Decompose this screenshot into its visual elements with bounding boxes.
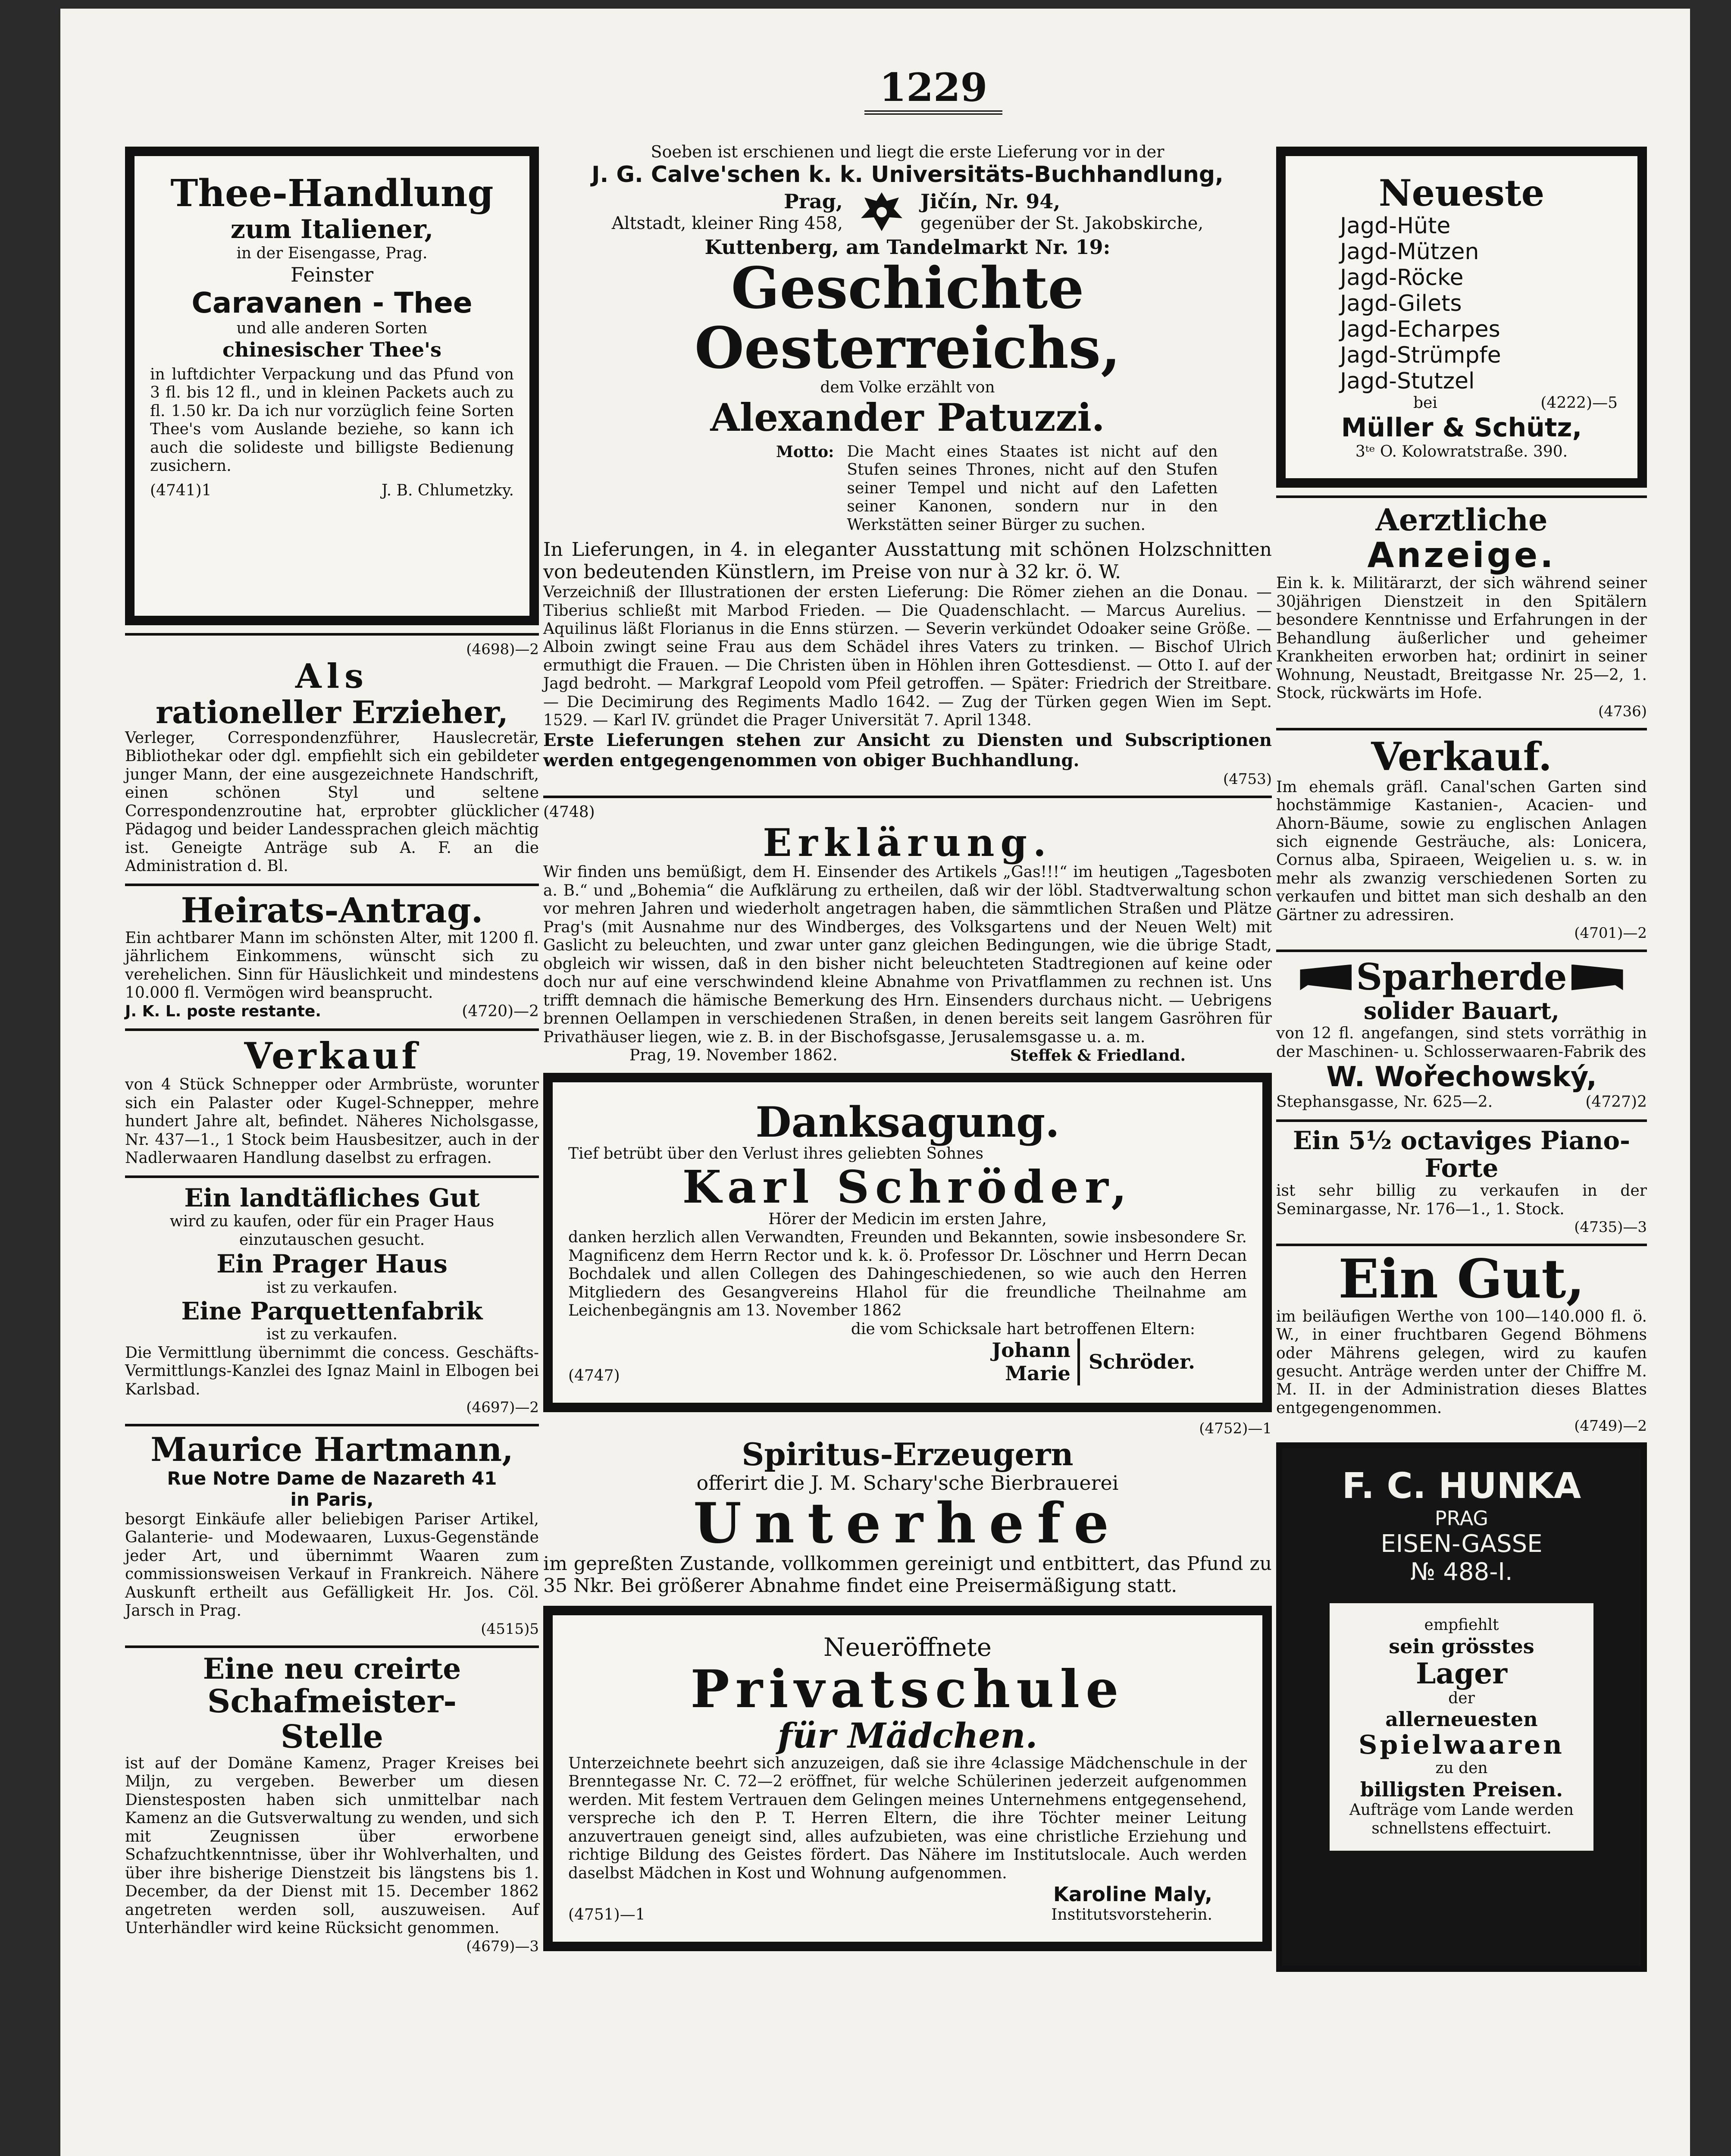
ad-jagd xyxy=(1276,147,1647,488)
divider xyxy=(1276,495,1647,498)
ad-body: Unterzeichnete beehrt sich anzuzeigen, daß sie ihre 4classige Mädchenschule in der Brenntegasse Nr. C. 72—2 eröffnet, für welche Schülerinen jederzeit aufgenommen werden. Mit festem Vertrauen dem Gelingen meines Unternehmens entgegensehend, verspreche ich den P. T. Herren Eltern, die ihre Töchter meiner Leitung anzuvertrauen geneigt sind, alles aufzubieten, was eine christliche Erziehung und richtige Bildung des Geistes fördert. Das Nähere im Institutslocale. Auch werden daselbst Mädchen in Kost und Wohnung aufgenommen. xyxy=(568,1754,1247,1882)
ad-signature: Karoline Maly, xyxy=(1053,1883,1212,1906)
ad-code: (4749)—2 xyxy=(1574,1417,1647,1435)
ad-line: solider Bauart, xyxy=(1364,997,1559,1025)
ad-line: die vom Schicksale hart betroffenen Eltern: xyxy=(851,1320,1195,1338)
ad-code: (4751)—1 xyxy=(568,1906,645,1924)
ad-name: Karl Schröder, xyxy=(682,1160,1133,1213)
ad-code: (4698)—2 xyxy=(466,641,539,658)
ad-code: (4748) xyxy=(543,803,595,821)
ad-title: Erklärung. xyxy=(763,820,1052,865)
divider xyxy=(125,1028,539,1031)
divider xyxy=(1276,950,1647,952)
hunka-panel xyxy=(1330,1603,1593,1851)
ad-signature: Institutsvorsteherin. xyxy=(1051,1906,1212,1924)
divider xyxy=(125,1175,539,1178)
divider xyxy=(543,796,1272,798)
ad-parent: Marie xyxy=(1005,1362,1071,1385)
middle-column xyxy=(543,142,1272,1959)
ad-landtaefliches-gut xyxy=(125,1183,539,1416)
ad-code: (4720)—2 xyxy=(462,1002,539,1020)
divider xyxy=(1276,1244,1647,1246)
ad-line: Altstadt, kleiner Ring 458, xyxy=(611,213,843,233)
ad-title: Geschichte Oesterreichs, xyxy=(694,255,1121,382)
ad-body: ist zu verkaufen. xyxy=(266,1326,398,1344)
ad-place: Prag, 19. November 1862. xyxy=(629,1047,838,1065)
ad-line: zum Italiener, xyxy=(230,214,434,244)
ad-title: Verkauf. xyxy=(1371,733,1552,780)
ad-code: (4736) xyxy=(1598,702,1647,720)
jagd-item: Jagd-Strümpfe xyxy=(1340,342,1501,369)
ad-line: zu den xyxy=(1435,1759,1488,1777)
ad-sparherde xyxy=(1276,957,1647,1112)
ad-code: (4679)—3 xyxy=(466,1937,539,1955)
ad-motto-label: Motto: xyxy=(776,442,834,461)
ad-title: Danksagung. xyxy=(755,1097,1060,1147)
ad-title: Spiritus-Erzeugern xyxy=(742,1435,1074,1473)
ad-title: Eine neu creirte xyxy=(203,1651,461,1686)
ad-line: Jičín, Nr. 94, xyxy=(920,190,1061,213)
ad-line: sein grösstes xyxy=(1389,1634,1534,1658)
ad-erzieher xyxy=(125,641,539,876)
ad-body: danken herzlich allen Verwandten, Freunden und Bekannten, sowie insbesondere Sr. Magnificenz dem Herrn Rector und k. k. ö. Professor Dr. Löschner und Herrn Decan Bochdalek und allen Collegen des Dahingeschiedenen, so wie auch den Herren Mitgliedern des Gesangvereins Hlahol für die freundliche Theilnahme am Leichenbegängnis am 13. November 1862 xyxy=(568,1228,1247,1320)
ad-title: rationeller Erzieher, xyxy=(156,693,508,730)
ad-code: (4727)2 xyxy=(1585,1093,1647,1111)
ad-line: billigsten Preisen. xyxy=(1360,1777,1563,1801)
ad-body: Wir finden uns bemüßigt, dem H. Einsender des Artikels „Gas!!!“ im heutigen „Tagesboten a. B.“ und „Bohemia“ die Aufklärung zu ertheilen, daß wir der löbl. Stadtverwaltung schon vor mehren Jahren und wiederholt angetragen haben, die sämmtlichen Straßen und Plätze Prag's (mit Ausnahme nur des Windberges, des Volksgartens und der Neuen Welt) mit Gaslicht zu beleuchten, und zwar unter ganz gleichen Bedingungen, wie die übrige Stadt, obgleich wir wissen, daß in den bisher nicht beleuchteten Stadtregionen auf keine oder doch nur auf eine verschwindend kleine Abnahme von Privatflammen zu rechnen ist. Uns trifft demnach die hämische Bemerkung des Hrn. Einsenders durchaus nicht. — Uebrigens brennen Oellampen in verschiedenen Straßen, in denen bereits seit langem Gasröhren für Privathäuser liegen, wie z. B. in der Bischofsgasse, Jerusalemsgasse u. a. m. xyxy=(543,863,1272,1046)
ad-title: Sparherde xyxy=(1356,956,1567,999)
banner-left-icon xyxy=(1300,965,1352,990)
ad-title: Schafmeister- xyxy=(207,1683,457,1720)
ad-title: Heirats-Antrag. xyxy=(181,890,483,931)
ad-code: (4741)1 xyxy=(150,481,212,499)
ad-line: gegenüber der St. Jakobskirche, xyxy=(920,213,1204,233)
ad-addr: Stephansgasse, Nr. 625—2. xyxy=(1276,1093,1493,1111)
ad-line: Feinster xyxy=(290,263,374,286)
ad-body: In Lieferungen, in 4. in eleganter Ausstattung mit schönen Holzschnitten von bedeutenden Künstlern, im Preise von nur à 32 kr. ö. W. xyxy=(543,539,1272,583)
ad-firm: W. Wořechowský, xyxy=(1326,1061,1597,1094)
divider xyxy=(1276,1119,1647,1122)
ad-privatschule xyxy=(543,1606,1272,1951)
ad-line: in der Eisengasse, Prag. xyxy=(236,244,428,263)
ad-line: bei xyxy=(1413,394,1437,412)
ad-title: Als xyxy=(295,657,369,696)
ad-code: (4753) xyxy=(1223,771,1272,788)
ad-spiritus xyxy=(543,1420,1272,1598)
jagd-item: Jagd-Echarpes xyxy=(1340,317,1500,343)
eagle-crest-icon xyxy=(856,188,908,235)
divider xyxy=(125,884,539,886)
ad-line: Hörer der Medicin im ersten Jahre, xyxy=(768,1210,1047,1228)
ad-thee-handlung xyxy=(125,147,539,625)
ad-line: der xyxy=(1448,1689,1475,1707)
ad-firm: F. C. HUNKA xyxy=(1342,1466,1581,1507)
ad-motto: Die Macht eines Staates ist nicht auf den Stufen seines Thrones, nicht auf den Stufen seiner Tempel und nicht auf den Lafetten seiner Kanonen, sondern nur in den Werkstätten seiner Bürger zu suchen. xyxy=(847,442,1218,534)
banner-right-icon xyxy=(1571,965,1623,990)
ad-line: Prag, xyxy=(784,190,843,213)
ad-title: Ein landtäfliches Gut xyxy=(184,1183,480,1213)
ad-code: (4697)—2 xyxy=(466,1399,539,1416)
ad-title: Privatschule xyxy=(690,1658,1125,1720)
ad-line: № 488-I. xyxy=(1410,1558,1513,1586)
ad-title: Maurice Hartmann, xyxy=(150,1430,513,1469)
ad-body: von 12 fl. angefangen, sind stets vorräthig in der Maschinen- u. Schlosserwaaren-Fabrik des xyxy=(1276,1025,1647,1061)
jagd-item: Jagd-Hüte xyxy=(1340,213,1451,239)
ad-footer: Erste Lieferungen stehen zur Ansicht zu Diensten und Subscriptionen werden entgegengenommen von obiger Buchhandlung. xyxy=(543,730,1272,771)
ad-line: Soeben ist erschienen und liegt die erste Lieferung vor in der xyxy=(651,142,1164,161)
ad-verkauf-baeume xyxy=(1276,733,1647,942)
ad-body: Verleger, Correspondenzführer, Hauslecretär, Bibliothekar oder dgl. empfiehlt sich ein gebildeter junger Mann, der eine ausgezeichnete Handschrift, einen schönen Styl und seltene Correspondenzroutine hat, erprobter glücklicher Pädagog und beider Landessprachen gleich mächtig ist. Geneigte Anträge sub A. F. an die Administration d. Bl. xyxy=(125,729,539,875)
divider xyxy=(125,633,539,636)
ad-body: Ein k. k. Militärarzt, der sich während seiner 30jährigen Dienstzeit in den Spitälern besondere Kenntnisse und Erfahrungen in der Behandlung äußerlicher und geheimer Krankheiten erworben hat; ordinirt in seiner Wohnung, Neustadt, Breitgasse Nr. 25—2, 1. Stock, rückwärts im Hofe. xyxy=(1276,574,1647,702)
ad-title: Ein Gut, xyxy=(1338,1248,1585,1311)
ad-body: ist zu verkaufen. xyxy=(266,1279,398,1297)
ad-parent: Johann xyxy=(992,1338,1071,1362)
ad-code: (4701)—2 xyxy=(1574,924,1647,942)
page-number: 1229 xyxy=(864,65,1002,115)
ad-line: dem Volke erzählt von xyxy=(820,378,995,396)
ad-title: Verkauf xyxy=(244,1034,420,1078)
ad-body: Die Vermittlung übernimmt die concess. Geschäfts-Vermittlungs-Kanzlei des Ignaz Mainl in Elbogen bei Karlsbad. xyxy=(125,1344,539,1398)
jagd-item: Jagd-Mützen xyxy=(1340,239,1479,265)
ad-body: in luftdichter Verpackung und das Pfund von 3 fl. bis 12 fl., und in kleinen Packets auch zu fl. 1.50 kr. Da ich nur vorzüglich feine Sorten Thee's vom Auslande beziehe, so kann ich auch die solideste und billigste Bedienung zusichern. xyxy=(150,365,514,475)
ad-title: Stelle xyxy=(280,1718,383,1755)
ad-line: Aufträge vom Lande werden schnellstens effectuirt. xyxy=(1349,1801,1574,1837)
ad-heirats-antrag xyxy=(125,891,539,1021)
ad-code: (4515)5 xyxy=(481,1620,539,1638)
ad-title: Anzeige. xyxy=(1367,535,1556,576)
ad-verkauf-armbrueste xyxy=(125,1036,539,1168)
ad-title: Unterhefe xyxy=(693,1491,1122,1556)
ad-title: Eine Parquettenfabrik xyxy=(181,1297,483,1326)
right-column xyxy=(1276,147,1647,1972)
ad-body: besorgt Einkäufe aller beliebigen Pariser Artikel, Galanterie- und Modewaaren, Luxus-Gegenstände jeder Art, und übernimmt Waaren zum commissionsweisen Verkauf in Frankreich. Nähere Auskunft ertheilt aus Gefälligkeit Hr. Jos. Cöl. Jarsch in Prag. xyxy=(125,1510,539,1620)
ad-author: Alexander Patuzzi. xyxy=(710,395,1105,440)
ad-line: Kuttenberg, am Tandelmarkt Nr. 19: xyxy=(704,235,1111,259)
left-column xyxy=(125,147,539,1963)
divider xyxy=(125,1645,539,1648)
ad-geschichte-oesterreichs xyxy=(543,142,1272,788)
ad-line: in Paris, xyxy=(290,1489,374,1510)
ad-signature: J. K. L. poste restante. xyxy=(125,1002,321,1020)
ad-code: (4752)—1 xyxy=(1199,1420,1272,1437)
ad-line: Rue Notre Dame de Nazareth 41 xyxy=(167,1467,497,1489)
ad-line: und alle anderen Sorten xyxy=(236,320,428,338)
jagd-item: Jagd-Stutzel xyxy=(1340,368,1475,395)
ad-body: Verzeichniß der Illustrationen der ersten Lieferung: Die Römer ziehen an die Donau. — Tiberius schließt mit Marbod Frieden. — Die Quadenschlacht. — Marcus Aurelius. — Aquilinus läßt Florianus in die Enns stürzen. — Severin verkündet Odoaker seine Größe. — Alboin zwingt seine Frau aus dem Schädel ihres Vaters zu trinken. — Bischof Ulrich ermuthigt die Frauen. — Die Christen üben in Höhlen ihren Gottesdienst. — Otto I. auf der Jagd bedroht. — Markgraf Leopold vom Pfeil getroffen. — Später: Friedrich der Streitbare. — Die Decimirung des Regiments Madlo 1642. — Zug der Türken gegen Wien im Sept. 1529. — Karl IV. gründet die Prager Universität 7. April 1348. xyxy=(543,583,1272,730)
ad-code: (4747) xyxy=(568,1367,620,1385)
ad-danksagung xyxy=(543,1073,1272,1412)
ad-title: Neueste xyxy=(1378,172,1545,214)
ad-firm: Müller & Schütz, xyxy=(1341,412,1582,443)
ad-title: für Mädchen. xyxy=(777,1715,1038,1756)
ad-signature: J. B. Chlumetzky. xyxy=(382,481,514,499)
ad-body: ist sehr billig zu verkaufen in der Seminargasse, Nr. 176—1., 1. Stock. xyxy=(1276,1182,1647,1218)
ad-ein-gut xyxy=(1276,1248,1647,1435)
ad-title: Ein Prager Haus xyxy=(216,1249,448,1279)
ad-title: Forte xyxy=(1424,1153,1499,1183)
ad-title: Aerztliche xyxy=(1375,502,1548,538)
ad-hunka xyxy=(1276,1442,1647,1972)
jagd-item: Jagd-Röcke xyxy=(1340,265,1464,291)
ad-line: Lager xyxy=(1415,1657,1508,1691)
ad-line: Tief betrübt über den Verlust ihres geliebten Sohnes xyxy=(568,1145,983,1163)
ad-title: Ein 5½ octaviges Piano- xyxy=(1293,1125,1631,1155)
ad-line: EISEN-GASSE xyxy=(1380,1530,1543,1558)
ad-code: (4222)—5 xyxy=(1540,394,1618,412)
ad-line: Spielwaaren xyxy=(1359,1730,1565,1761)
divider xyxy=(125,1424,539,1426)
ad-title: Thee-Handlung xyxy=(170,172,494,215)
ad-line: chinesischer Thee's xyxy=(222,338,442,361)
newspaper-page xyxy=(60,9,1690,2156)
ad-body: ist auf der Domäne Kamenz, Prager Kreises bei Miljn, zu vergeben. Bewerber um diesen Dienstesposten haben sich unmittelbar nach Kamenz an die Gutsverwaltung zu wenden, und sich mit Zeugnissen über erworbene Schafzuchtkenntnisse, über ihr Wohlverhalten, und über ihre bisherige Dienstzeit bis längstens bis 1. December, da der Dienst mit 15. December 1862 angetreten werden soll, auszuweisen. Auf Unterhändler wird keine Rücksicht genommen. xyxy=(125,1754,539,1937)
ad-body: von 4 Stück Schnepper oder Armbrüste, worunter sich ein Palaster oder Kugel-Schnepper, mehre hundert Jahre alt, befindet. Näheres Nicholsgasse, Nr. 437—1., 1 Stock beim Hausbesitzer, auch in der Nadlerwaaren Handlung daselbst zu erfragen. xyxy=(125,1076,539,1167)
ad-line: J. G. Calve'schen k. k. Universitäts-Buchhandlung, xyxy=(592,161,1224,188)
ad-body: im beiläufigen Werthe von 100—140.000 fl. ö. W., in einer fruchtbaren Gegend Böhmens oder Mährens gelegen, wird zu kaufen gesucht. Anträge werden unter der Chiffre M. M. II. in der Administration dieses Blattes entgegengenommen. xyxy=(1276,1307,1647,1417)
divider xyxy=(1276,728,1647,730)
ad-line: Neueröffnete xyxy=(823,1633,992,1662)
ad-line: offerirt die J. M. Schary'sche Bierbrauerei xyxy=(696,1471,1119,1495)
ad-code: (4735)—3 xyxy=(1574,1219,1647,1236)
ad-maurice-hartmann xyxy=(125,1432,539,1638)
ad-aerztliche-anzeige xyxy=(1276,503,1647,720)
ad-line: allerneuesten xyxy=(1385,1708,1538,1731)
ad-line: empfiehlt xyxy=(1424,1616,1499,1634)
ad-body: Im ehemals gräfl. Canal'schen Garten sind hochstämmige Kastanien-, Acacien- und Ahorn-Bäume, sowie zu englischen Anlagen sich eignende Gesträuche, als: Lonicera, Cornus alba, Spiraeen, Weigelien u. s. w. in mehr als zwanzig verschiedenen Sorten zu verkaufen und bittet man sich deshalb an den Gärtner zu adressiren. xyxy=(1276,778,1647,924)
ad-body: wird zu kaufen, oder für ein Prager Haus einzutauschen gesucht. xyxy=(169,1213,495,1249)
ad-family: Schröder. xyxy=(1088,1350,1195,1374)
ad-erklaerung xyxy=(543,803,1272,1065)
ad-addr: 3ᵗᵉ O. Kolowratstraße. 390. xyxy=(1355,442,1568,461)
ad-signature: Steffek & Friedland. xyxy=(1010,1047,1186,1065)
ad-body: Ein achtbarer Mann im schönsten Alter, mit 1200 fl. jährlichem Einkommens, wünscht sich zu verehelichen. Sinn für Häuslichkeit und mindestens 10.000 fl. Vermögen wird beansprucht. xyxy=(125,929,539,1002)
ad-line: PRAG xyxy=(1434,1507,1489,1530)
jagd-list xyxy=(1301,213,1622,394)
jagd-item: Jagd-Gilets xyxy=(1340,291,1462,317)
ad-piano xyxy=(1276,1127,1647,1236)
ad-schafmeister xyxy=(125,1653,539,1955)
ad-line: Caravanen - Thee xyxy=(191,286,473,320)
ad-body: im gepreßten Zustande, vollkommen gereinigt und entbittert, das Pfund zu 35 Nkr. Bei größerer Abnahme findet eine Preisermäßigung statt. xyxy=(543,1552,1272,1597)
